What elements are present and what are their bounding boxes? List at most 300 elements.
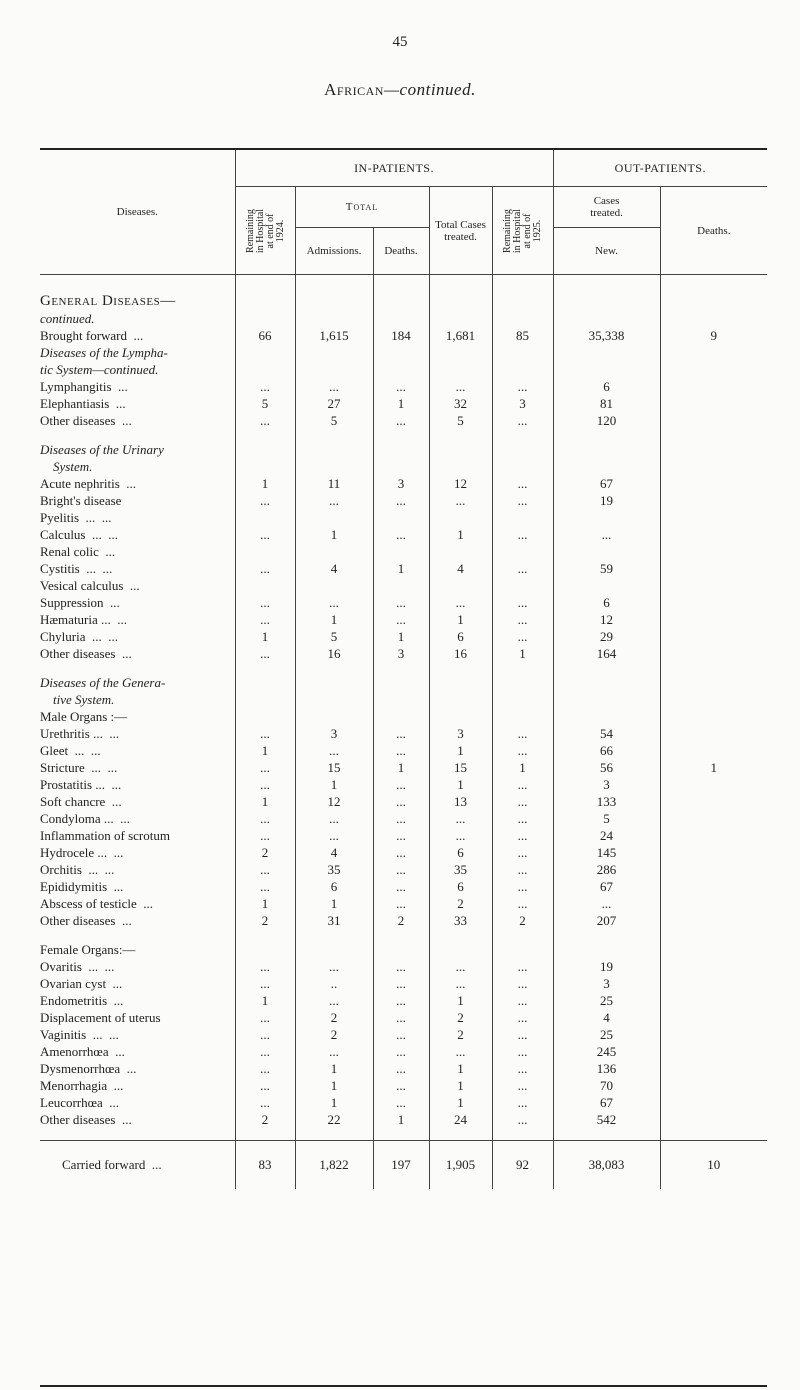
cell-value: 1	[492, 759, 553, 776]
cell-value: ...	[492, 475, 553, 492]
cell-value: 35	[429, 861, 492, 878]
cell-value	[660, 429, 767, 441]
cell-value	[373, 458, 429, 475]
table-row	[40, 543, 767, 560]
cell-value: 5	[235, 395, 295, 412]
cell-value: ...	[235, 1043, 295, 1060]
cell-value	[492, 708, 553, 725]
disease-name: Calculus ... ...	[40, 526, 118, 542]
cell-value: ...	[235, 725, 295, 742]
total-value: 1,905	[429, 1140, 492, 1189]
disease-name: Other diseases ...	[40, 912, 132, 928]
cell-value	[660, 395, 767, 412]
col-new: New.	[553, 228, 660, 275]
cell-value: 1	[429, 1060, 492, 1077]
cell-value: 207	[553, 912, 660, 929]
cell-value: ...	[235, 958, 295, 975]
disease-name	[40, 662, 235, 674]
disease-name: Abscess of testicle ...	[40, 895, 154, 911]
cell-value: ...	[373, 844, 429, 861]
table-row	[40, 810, 767, 827]
cell-value: 32	[429, 395, 492, 412]
table-row	[40, 958, 767, 975]
table-row	[40, 759, 767, 776]
cell-value	[373, 941, 429, 958]
cell-value	[295, 708, 373, 725]
disease-name: Amenorrhœa ...	[40, 1043, 125, 1059]
cell-value: ...	[492, 992, 553, 1009]
cell-value	[553, 543, 660, 560]
cell-value	[660, 941, 767, 958]
cell-value	[235, 293, 295, 310]
cell-value	[660, 662, 767, 674]
page-number: 45	[392, 34, 408, 50]
cell-value: 2	[373, 912, 429, 929]
disease-name: Renal colic ...	[40, 543, 116, 559]
cell-value: ...	[373, 958, 429, 975]
cell-value: ...	[373, 412, 429, 429]
cell-value	[492, 929, 553, 941]
cell-value: 35,338	[553, 327, 660, 344]
cell-value: 5	[295, 628, 373, 645]
disease-name: Ovarian cyst ...	[40, 975, 123, 991]
cell-value: 15	[295, 759, 373, 776]
cell-value: ...	[235, 611, 295, 628]
disease-name: Prostatitis ... ...	[40, 776, 122, 792]
cell-value	[429, 708, 492, 725]
cell-value: 6	[429, 844, 492, 861]
spacer-row	[40, 429, 767, 441]
disease-name: Other diseases ...	[40, 1111, 132, 1127]
cell-value: 31	[295, 912, 373, 929]
cell-value: ...	[429, 827, 492, 844]
cell-value: 1	[660, 759, 767, 776]
table-row	[40, 742, 767, 759]
table-row	[40, 878, 767, 895]
cell-value	[660, 492, 767, 509]
disease-name: Diseases of the Urinary	[40, 441, 164, 457]
cell-value: ...	[295, 378, 373, 395]
cell-value: ...	[429, 975, 492, 992]
cell-value: ...	[235, 645, 295, 662]
table-row	[40, 293, 767, 310]
col-total-cases: Total Cases treated.	[429, 187, 492, 275]
table-row	[40, 594, 767, 611]
table-row	[40, 1077, 767, 1094]
cell-value	[373, 662, 429, 674]
cell-value	[660, 912, 767, 929]
cell-value: 1	[492, 645, 553, 662]
cell-value: 12	[553, 611, 660, 628]
cell-value	[492, 674, 553, 691]
cell-value	[235, 691, 295, 708]
cell-value: 67	[553, 475, 660, 492]
disease-name: Lymphangitis ...	[40, 378, 128, 394]
disease-name: Bright's disease	[40, 492, 122, 508]
cell-value	[660, 674, 767, 691]
cell-value: ...	[235, 759, 295, 776]
table-row	[40, 1094, 767, 1111]
disease-name: System.	[40, 458, 93, 474]
cell-value: ...	[492, 492, 553, 509]
cell-value	[492, 441, 553, 458]
cell-value: 136	[553, 1060, 660, 1077]
cell-value	[660, 691, 767, 708]
cell-value: 5	[553, 810, 660, 827]
cell-value: ...	[373, 992, 429, 1009]
disease-name: Chyluria ... ...	[40, 628, 118, 644]
cell-value	[660, 475, 767, 492]
cell-value: 66	[235, 327, 295, 344]
table-row	[40, 509, 767, 526]
cell-value	[660, 378, 767, 395]
spacer-row	[40, 929, 767, 941]
disease-name: Suppression ...	[40, 594, 120, 610]
cell-value: 1	[295, 1077, 373, 1094]
cell-value	[660, 1026, 767, 1043]
cell-value	[373, 509, 429, 526]
cell-value	[492, 543, 553, 560]
cell-value	[235, 577, 295, 594]
table-row	[40, 628, 767, 645]
table-row	[40, 412, 767, 429]
cell-value: ...	[295, 492, 373, 509]
cell-value: ...	[492, 628, 553, 645]
cell-value	[373, 674, 429, 691]
cell-value: 184	[373, 327, 429, 344]
cell-value	[295, 691, 373, 708]
cell-value: ...	[295, 958, 373, 975]
table-row	[40, 895, 767, 912]
cell-value: ...	[235, 492, 295, 509]
disease-name: tic System—continued.	[40, 361, 159, 377]
cell-value	[660, 458, 767, 475]
table-row	[40, 395, 767, 412]
cell-value: ...	[235, 1009, 295, 1026]
cell-value: 1	[235, 895, 295, 912]
cell-value: ...	[235, 827, 295, 844]
cell-value	[429, 293, 492, 310]
col-remaining-1924: Remaining in Hospital at end of 1924.	[235, 187, 295, 275]
cell-value: 67	[553, 878, 660, 895]
cell-value	[295, 293, 373, 310]
disease-name	[40, 929, 235, 941]
cell-value: ...	[553, 526, 660, 543]
cell-value: 35	[295, 861, 373, 878]
cell-value	[295, 441, 373, 458]
table-row	[40, 674, 767, 691]
cell-value: ...	[373, 594, 429, 611]
cell-value	[660, 793, 767, 810]
cell-value: ...	[429, 492, 492, 509]
cell-value	[553, 674, 660, 691]
cell-value	[660, 594, 767, 611]
cell-value: ...	[373, 1060, 429, 1077]
spacer-row	[40, 1128, 767, 1141]
cell-value	[429, 344, 492, 361]
table-row	[40, 827, 767, 844]
table-row	[40, 560, 767, 577]
cell-value	[429, 441, 492, 458]
cell-value	[295, 674, 373, 691]
cell-value	[553, 662, 660, 674]
cell-value: ...	[373, 878, 429, 895]
cell-value	[660, 361, 767, 378]
table-row	[40, 1009, 767, 1026]
disease-name: Brought forward ...	[40, 327, 144, 343]
table-row	[40, 441, 767, 458]
cell-value	[429, 509, 492, 526]
table-row	[40, 645, 767, 662]
table-row	[40, 975, 767, 992]
cell-value: 1	[373, 759, 429, 776]
cell-value: ...	[295, 810, 373, 827]
cell-value: 25	[553, 992, 660, 1009]
cell-value: ...	[373, 1077, 429, 1094]
cell-value: 1	[295, 895, 373, 912]
cell-value: ...	[235, 1094, 295, 1111]
cell-value: 1	[373, 395, 429, 412]
cell-value: 19	[553, 492, 660, 509]
cell-value: ...	[492, 793, 553, 810]
cell-value: 16	[429, 645, 492, 662]
disease-name: Other diseases ...	[40, 412, 132, 428]
disease-name: Elephantiasis ...	[40, 395, 126, 411]
cell-value: 54	[553, 725, 660, 742]
cell-value	[660, 543, 767, 560]
cell-value	[373, 929, 429, 941]
disease-name: Diseases of the Lympha-	[40, 344, 168, 360]
cell-value	[553, 708, 660, 725]
table-row	[40, 844, 767, 861]
cell-value	[235, 361, 295, 378]
cell-value: ..	[295, 975, 373, 992]
cell-value: 1	[235, 475, 295, 492]
cell-value: 2	[235, 1111, 295, 1128]
cell-value	[492, 344, 553, 361]
cell-value: 70	[553, 1077, 660, 1094]
cell-value	[492, 361, 553, 378]
cell-value: ...	[492, 742, 553, 759]
cell-value: ...	[492, 594, 553, 611]
cell-value	[429, 310, 492, 327]
cell-value: ...	[295, 1043, 373, 1060]
cell-value: 1,615	[295, 327, 373, 344]
cell-value: 33	[429, 912, 492, 929]
cell-value	[429, 929, 492, 941]
spacer-row	[40, 662, 767, 674]
cell-value: ...	[429, 378, 492, 395]
cell-value: 120	[553, 412, 660, 429]
cell-value: 1	[429, 776, 492, 793]
cell-value	[660, 293, 767, 310]
title-continued: —continued.	[383, 80, 476, 99]
cell-value: 2	[429, 895, 492, 912]
cell-value: 15	[429, 759, 492, 776]
table-row	[40, 691, 767, 708]
disease-name	[40, 429, 235, 441]
cell-value: ...	[492, 378, 553, 395]
cell-value: 56	[553, 759, 660, 776]
cell-value: ...	[235, 861, 295, 878]
cell-value: ...	[373, 742, 429, 759]
table-row	[40, 776, 767, 793]
cell-value: 6	[429, 878, 492, 895]
cell-value	[492, 662, 553, 674]
col-out-deaths: Deaths.	[660, 187, 767, 275]
cell-value	[492, 577, 553, 594]
cell-value: 11	[295, 475, 373, 492]
cell-value: 13	[429, 793, 492, 810]
cell-value	[429, 662, 492, 674]
cell-value	[373, 577, 429, 594]
total-value: 10	[660, 1140, 767, 1189]
cell-value: 3	[373, 475, 429, 492]
table-row	[40, 577, 767, 594]
cell-value	[553, 577, 660, 594]
table-row	[40, 1043, 767, 1060]
cell-value: ...	[492, 1009, 553, 1026]
cell-value	[660, 958, 767, 975]
table-row	[40, 611, 767, 628]
cell-value	[492, 941, 553, 958]
table-row	[40, 725, 767, 742]
cell-value: ...	[429, 1043, 492, 1060]
cell-value	[553, 691, 660, 708]
disease-name: Epididymitis ...	[40, 878, 124, 894]
cell-value	[660, 1060, 767, 1077]
cell-value: ...	[373, 1026, 429, 1043]
cell-value	[660, 560, 767, 577]
table-row	[40, 793, 767, 810]
disease-name: General Diseases—	[40, 292, 176, 309]
cell-value: ...	[492, 560, 553, 577]
disease-name: Soft chancre ...	[40, 793, 122, 809]
cell-value	[660, 1077, 767, 1094]
cell-value	[295, 941, 373, 958]
col-admissions: Admissions.	[295, 228, 373, 275]
cell-value: ...	[429, 594, 492, 611]
disease-name: Leucorrhœa ...	[40, 1094, 120, 1110]
cell-value: ...	[429, 958, 492, 975]
cell-value	[295, 509, 373, 526]
cell-value: ...	[492, 861, 553, 878]
cell-value	[660, 810, 767, 827]
bottom-rule	[40, 1385, 767, 1387]
cell-value: 12	[429, 475, 492, 492]
cell-value	[429, 577, 492, 594]
cell-value: ...	[373, 1043, 429, 1060]
cell-value	[660, 441, 767, 458]
cell-value: 286	[553, 861, 660, 878]
cell-value	[429, 458, 492, 475]
cell-value	[660, 827, 767, 844]
table-row	[40, 361, 767, 378]
table-row	[40, 492, 767, 509]
cell-value: ...	[492, 895, 553, 912]
table-row	[40, 1026, 767, 1043]
table-row	[40, 1060, 767, 1077]
cell-value	[429, 691, 492, 708]
cell-value: 29	[553, 628, 660, 645]
cell-value	[295, 344, 373, 361]
cell-value: 1	[235, 628, 295, 645]
cell-value: ...	[295, 594, 373, 611]
cell-value	[492, 293, 553, 310]
cell-value: 1	[429, 611, 492, 628]
cell-value: ...	[492, 1026, 553, 1043]
cell-value: ...	[492, 975, 553, 992]
cell-value	[660, 1111, 767, 1128]
cell-value	[660, 725, 767, 742]
cell-value	[492, 310, 553, 327]
total-value: 92	[492, 1140, 553, 1189]
title-main: African	[324, 80, 384, 99]
cell-value: 1	[429, 1094, 492, 1111]
cell-value: 2	[492, 912, 553, 929]
cell-value: 4	[295, 844, 373, 861]
cell-value	[553, 458, 660, 475]
cell-value: ...	[373, 895, 429, 912]
cell-value	[373, 344, 429, 361]
disease-name: Stricture ... ...	[40, 759, 118, 775]
cell-value: 4	[553, 1009, 660, 1026]
table-row	[40, 378, 767, 395]
disease-name: Urethritis ... ...	[40, 725, 120, 741]
cell-value: ...	[235, 412, 295, 429]
disease-name: Displacement of uterus	[40, 1009, 161, 1025]
cell-value	[295, 543, 373, 560]
cell-value: 6	[553, 378, 660, 395]
cell-value	[295, 458, 373, 475]
table-row	[40, 526, 767, 543]
cell-value: ...	[373, 492, 429, 509]
cell-value: 1	[373, 560, 429, 577]
cell-value	[660, 708, 767, 725]
cell-value: 1	[373, 1111, 429, 1128]
total-value: 1,822	[295, 1140, 373, 1189]
cell-value	[235, 441, 295, 458]
cell-value	[235, 458, 295, 475]
disease-name: Other diseases ...	[40, 645, 132, 661]
total-value: 83	[235, 1140, 295, 1189]
cell-value: 133	[553, 793, 660, 810]
cell-value	[660, 526, 767, 543]
cell-value	[295, 310, 373, 327]
cell-value: ...	[235, 776, 295, 793]
cell-value: ...	[492, 810, 553, 827]
cell-value: 1	[429, 526, 492, 543]
cell-value	[429, 674, 492, 691]
cell-value: 4	[295, 560, 373, 577]
cell-value	[660, 577, 767, 594]
cell-value	[429, 361, 492, 378]
cell-value	[553, 293, 660, 310]
cell-value	[235, 429, 295, 441]
cell-value	[660, 1094, 767, 1111]
cell-value: ...	[492, 611, 553, 628]
cell-value	[235, 941, 295, 958]
cell-value: 1	[295, 526, 373, 543]
cell-value	[295, 577, 373, 594]
cell-value	[295, 429, 373, 441]
cell-value	[235, 310, 295, 327]
table-row	[40, 992, 767, 1009]
cell-value: ...	[235, 1026, 295, 1043]
cell-value: 3	[295, 725, 373, 742]
cell-value: ...	[429, 810, 492, 827]
cell-value	[660, 1009, 767, 1026]
